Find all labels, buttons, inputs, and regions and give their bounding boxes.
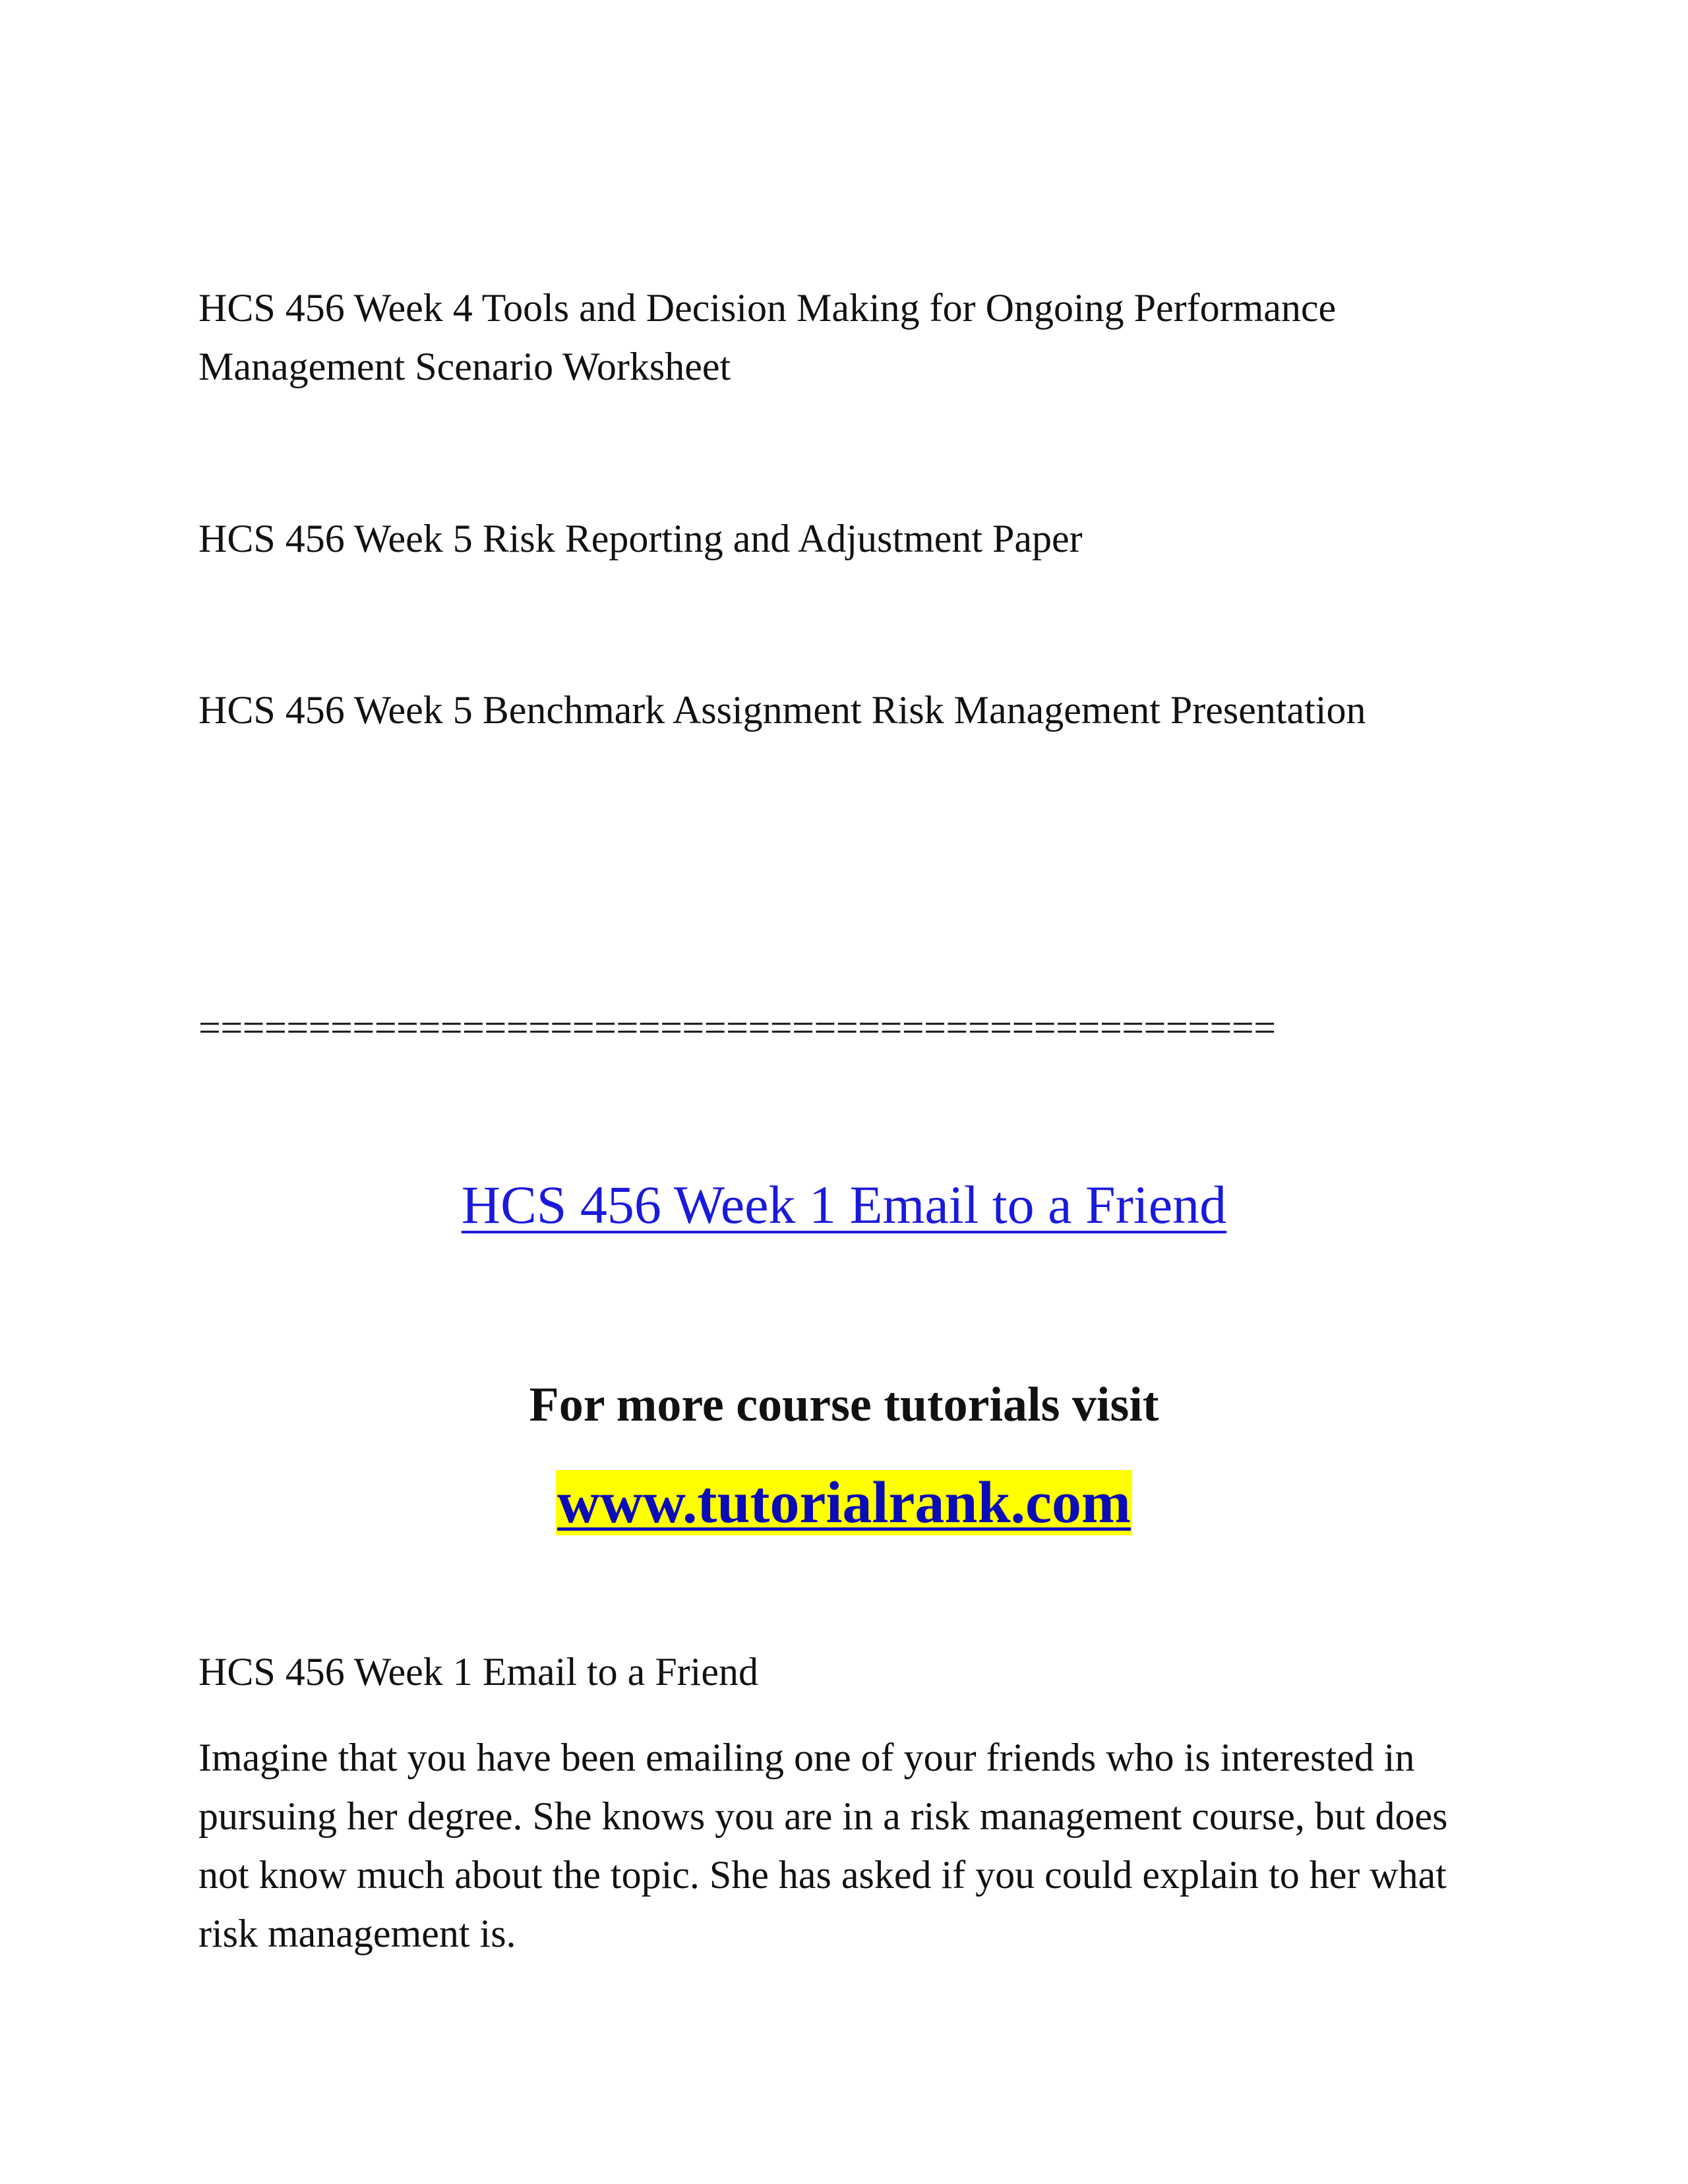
item-week4-worksheet: HCS 456 Week 4 Tools and Decision Making for Ongoing Performance Management Scenario Worksheet — [198, 286, 1337, 388]
email-friend-link[interactable]: HCS 456 Week 1 Email to a Friend — [461, 1175, 1227, 1235]
link-title-container — [0, 1169, 1688, 1241]
body-paragraph: Imagine that you have been emailing one of your friends who is interested in pursuing her degree. She knows you are in a risk management course, but does not know much about the topic. She has asked if you could explain to her what risk management is. — [198, 1736, 1448, 1955]
divider-line: ================================================= — [198, 1006, 1276, 1049]
more-tutorials-text: For more course tutorials visit — [529, 1378, 1159, 1432]
item-week5-paper: HCS 456 Week 5 Risk Reporting and Adjustment Paper — [198, 517, 1083, 560]
site-url-container — [0, 1467, 1688, 1539]
item-week5-presentation: HCS 456 Week 5 Benchmark Assignment Risk Management Presentation — [198, 688, 1366, 732]
site-url-link[interactable]: www.tutorialrank.com — [557, 1470, 1131, 1535]
section-title: HCS 456 Week 1 Email to a Friend — [198, 1650, 758, 1694]
